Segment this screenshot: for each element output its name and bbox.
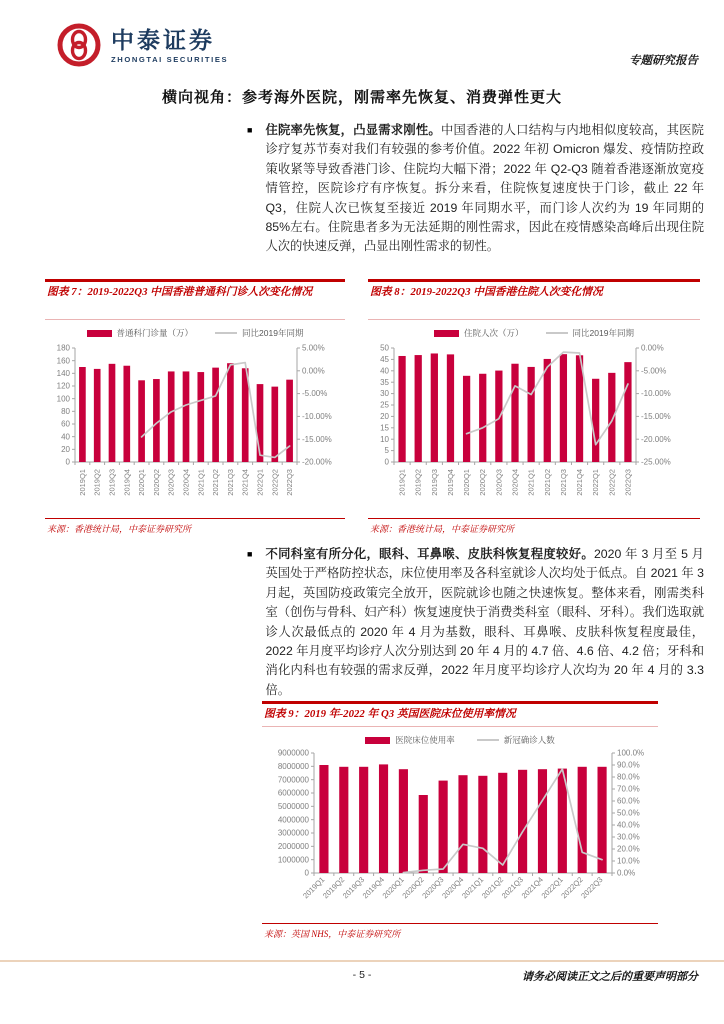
svg-text:70.0%: 70.0% (617, 784, 640, 794)
svg-text:4000000: 4000000 (277, 815, 309, 825)
svg-text:2021Q2: 2021Q2 (542, 469, 552, 496)
bullet-icon: ■ (247, 125, 253, 135)
svg-text:60.0%: 60.0% (617, 796, 640, 806)
svg-text:0.00%: 0.00% (302, 366, 325, 376)
svg-text:2019Q4: 2019Q4 (122, 469, 132, 496)
svg-text:2022Q3: 2022Q3 (623, 469, 633, 496)
chart-canvas (45, 340, 345, 512)
legend-item (365, 734, 455, 746)
svg-text:0: 0 (384, 457, 389, 467)
svg-text:2020Q1: 2020Q1 (462, 469, 472, 496)
svg-text:2019Q1: 2019Q1 (397, 469, 407, 496)
svg-text:50.0%: 50.0% (617, 808, 640, 818)
legend-item (87, 327, 194, 339)
paragraph-1-text (265, 121, 704, 257)
svg-text:60: 60 (61, 419, 70, 429)
figure-source: 来源：香港统计局，中泰证券研究所 (45, 518, 345, 535)
svg-text:-15.00%: -15.00% (302, 434, 332, 444)
svg-text:50: 50 (380, 343, 389, 353)
paragraph-1-lead: 住院率先恢复，凸显需求刚性。 (265, 123, 441, 137)
svg-text:2019Q3: 2019Q3 (429, 469, 439, 496)
svg-text:2021Q4: 2021Q4 (519, 875, 545, 901)
svg-text:80.0%: 80.0% (617, 772, 640, 782)
svg-text:100.0%: 100.0% (617, 748, 645, 758)
figure-title: 图表 7：2019-2022Q3 中国香港普通科门诊人次变化情况 (45, 279, 345, 320)
svg-text:180: 180 (56, 343, 70, 353)
svg-text:20.0%: 20.0% (617, 844, 640, 854)
svg-text:100: 100 (56, 394, 70, 404)
svg-text:2021Q1: 2021Q1 (196, 469, 206, 496)
chart-canvas (262, 747, 658, 917)
paragraph-2-lead: 不同科室有所分化，眼科、耳鼻喉、皮肤科恢复程度较好。 (265, 547, 594, 561)
svg-text:-25.00%: -25.00% (641, 457, 671, 467)
report-type-label: 专题研究报告 (629, 55, 698, 67)
svg-text:2022Q1: 2022Q1 (539, 875, 565, 901)
svg-text:30.0%: 30.0% (617, 832, 640, 842)
svg-text:15: 15 (380, 423, 389, 433)
svg-text:2020Q4: 2020Q4 (510, 469, 520, 496)
svg-text:2020Q2: 2020Q2 (151, 469, 161, 496)
paragraph-1 (247, 121, 704, 257)
svg-text:-5.00%: -5.00% (641, 366, 667, 376)
bullet-icon: ■ (247, 549, 253, 559)
legend-item (434, 327, 524, 339)
svg-text:0.00%: 0.00% (641, 343, 664, 353)
svg-text:140: 140 (56, 368, 70, 378)
svg-text:160: 160 (56, 356, 70, 366)
svg-text:40: 40 (61, 432, 70, 442)
zhongtai-logo-icon (56, 22, 102, 68)
svg-text:2020Q4: 2020Q4 (181, 469, 191, 496)
svg-text:-5.00%: -5.00% (302, 389, 328, 399)
figure-9 (262, 701, 658, 940)
figure-8 (368, 279, 700, 535)
svg-text:2020Q3: 2020Q3 (166, 469, 176, 496)
svg-text:2021Q3: 2021Q3 (225, 469, 235, 496)
legend-line-swatch (477, 739, 499, 741)
svg-text:2019Q4: 2019Q4 (360, 875, 386, 901)
svg-text:120: 120 (56, 381, 70, 391)
legend-line-swatch (215, 332, 237, 334)
svg-text:40.0%: 40.0% (617, 820, 640, 830)
svg-text:2021Q2: 2021Q2 (211, 469, 221, 496)
legend-label: 同比2019年同期 (572, 328, 634, 338)
brand-text (111, 27, 228, 64)
figure-source: 来源：香港统计局，中泰证券研究所 (368, 518, 700, 535)
svg-text:2021Q3: 2021Q3 (558, 469, 568, 496)
svg-text:80: 80 (61, 406, 70, 416)
svg-text:2020Q3: 2020Q3 (420, 875, 446, 901)
svg-text:2022Q1: 2022Q1 (255, 469, 265, 496)
svg-text:2020Q2: 2020Q2 (478, 469, 488, 496)
svg-text:2019Q3: 2019Q3 (107, 469, 117, 496)
svg-text:20: 20 (380, 412, 389, 421)
svg-text:0: 0 (304, 868, 309, 878)
svg-text:2022Q2: 2022Q2 (270, 469, 280, 496)
svg-text:2021Q2: 2021Q2 (479, 875, 506, 901)
svg-text:10.0%: 10.0% (617, 856, 640, 866)
svg-text:2000000: 2000000 (277, 841, 309, 851)
svg-text:-15.00%: -15.00% (641, 412, 671, 421)
brand-name-en: ZHONGTAI SECURITIES (111, 54, 229, 64)
svg-text:2022Q2: 2022Q2 (607, 469, 617, 496)
svg-text:2019Q3: 2019Q3 (340, 875, 367, 901)
svg-text:0: 0 (65, 457, 70, 467)
svg-text:2019Q1: 2019Q1 (77, 469, 87, 496)
legend-label: 普通科门诊量（万） (116, 328, 194, 338)
svg-text:2021Q4: 2021Q4 (240, 469, 250, 496)
paragraph-2-text (265, 545, 704, 700)
svg-text:2020Q1: 2020Q1 (137, 469, 147, 496)
figure-7 (45, 279, 345, 535)
figure-title: 图表 8：2019-2022Q3 中国香港住院人次变化情况 (368, 279, 700, 320)
svg-text:-10.00%: -10.00% (302, 412, 332, 421)
svg-text:7000000: 7000000 (277, 775, 309, 785)
svg-text:90.0%: 90.0% (617, 760, 640, 770)
figure-title: 图表 9：2019 年-2022 年 Q3 英国医院床位使用率情况 (262, 701, 658, 727)
svg-text:35: 35 (380, 377, 389, 387)
svg-text:45: 45 (380, 355, 389, 364)
legend-label: 新冠确诊人数 (503, 735, 555, 745)
svg-text:2021Q4: 2021Q4 (575, 469, 585, 496)
svg-text:10: 10 (380, 434, 389, 444)
svg-text:2022Q3: 2022Q3 (579, 875, 605, 901)
svg-text:1000000: 1000000 (277, 855, 309, 865)
svg-text:40: 40 (380, 366, 389, 376)
svg-text:2021Q1: 2021Q1 (526, 469, 536, 496)
legend-label: 同比2019年同期 (242, 328, 304, 338)
svg-text:2022Q1: 2022Q1 (591, 469, 601, 496)
footer-rule (0, 960, 724, 962)
svg-text:25: 25 (380, 400, 389, 410)
svg-text:0.0%: 0.0% (617, 868, 636, 878)
legend-bar-swatch (365, 737, 390, 744)
svg-text:20: 20 (61, 444, 70, 454)
svg-text:2022Q3: 2022Q3 (285, 469, 295, 496)
svg-text:8000000: 8000000 (277, 761, 309, 771)
legend-line-swatch (546, 332, 568, 334)
chart-legend (262, 734, 658, 746)
legend-item (546, 327, 634, 339)
svg-text:5000000: 5000000 (277, 801, 309, 811)
svg-text:2019Q4: 2019Q4 (445, 469, 455, 496)
chart-legend (45, 327, 345, 339)
svg-text:3000000: 3000000 (277, 828, 309, 838)
paragraph-2 (247, 545, 704, 700)
zhongtai-logo (56, 22, 228, 68)
brand-name-cn: 中泰证券 (111, 26, 215, 53)
paragraph-1-body: 中国香港的人口结构与内地相似度较高，其医院诊疗复苏节奏对我们有较强的参考价值。2022 年初 Omicron 爆发、疫情防控政策收紧等导致香港门诊、住院均大幅下滑；2022 年 Q2-Q3 随着香港逐渐放宽疫情管控，医院诊疗有序恢复。拆分来看，住院恢复速度快于门诊，截止 22 年 Q3，住院人次已恢复至接近 2019 年同期水平，而门诊人次约为 19 年同期的 85%左右。住院患者多为无法延期的刚性需求，因此在疫情感染高峰后出现住院人次的快速反弹，凸显出刚性需求的韧性。 (265, 123, 704, 254)
svg-text:-20.00%: -20.00% (641, 434, 671, 444)
svg-text:2019Q2: 2019Q2 (92, 469, 102, 496)
legend-label: 医院床位使用率 (395, 735, 455, 745)
footer-disclaimer: 请务必阅读正文之后的重要声明部分 (522, 971, 698, 983)
svg-text:2019Q2: 2019Q2 (413, 469, 423, 496)
legend-item (477, 734, 555, 746)
legend-bar-swatch (434, 330, 459, 337)
page-number: - 5 - (352, 969, 372, 981)
svg-text:6000000: 6000000 (277, 788, 309, 798)
legend-item (215, 327, 303, 339)
svg-text:-20.00%: -20.00% (302, 457, 332, 467)
svg-text:30: 30 (380, 389, 389, 399)
svg-text:2019Q1: 2019Q1 (301, 875, 327, 901)
svg-text:2021Q3: 2021Q3 (499, 875, 526, 901)
paragraph-2-body: 2020 年 3 月至 5 月英国处于严格防控状态，床位使用率及各科室就诊人次均处于低点。自 2021 年 3 月起，英国防疫政策完全放开，医院就诊也随之快速恢复。整体来看，刚需类科室（创伤与骨科、妇产科）恢复速度快于消费类科室（眼科、牙科）。我们选取就诊人次最低点的 2020 年 4 月为基数，眼科、耳鼻喉、皮肤科恢复程度最佳，2022 年月度平均诊疗人次分别达到 20 年 4 月的 4.7 倍、4.6 倍、4.2 倍；牙科和消化内科也有较强的需求反弹，2022 年月度平均诊疗人次均为 20 年 4 月的 3.3 倍。 (265, 547, 704, 697)
svg-text:-10.00%: -10.00% (641, 389, 671, 399)
svg-text:5: 5 (384, 446, 389, 456)
svg-text:2019Q2: 2019Q2 (320, 875, 347, 901)
svg-text:2021Q1: 2021Q1 (460, 875, 486, 901)
svg-text:2020Q4: 2020Q4 (440, 875, 466, 901)
chart-canvas (368, 340, 700, 512)
svg-text:2020Q3: 2020Q3 (494, 469, 504, 496)
page-title: 横向视角：参考海外医院，刚需率先恢复、消费弹性更大 (161, 89, 562, 106)
svg-text:9000000: 9000000 (277, 748, 309, 758)
legend-label: 住院人次（万） (464, 328, 524, 338)
figure-source: 来源：英国 NHS，中泰证券研究所 (262, 923, 658, 940)
legend-bar-swatch (87, 330, 112, 337)
svg-text:2020Q2: 2020Q2 (400, 875, 426, 901)
svg-text:2020Q1: 2020Q1 (380, 875, 406, 901)
svg-text:5.00%: 5.00% (302, 343, 325, 353)
svg-text:2022Q2: 2022Q2 (559, 875, 585, 901)
chart-legend (368, 327, 700, 339)
